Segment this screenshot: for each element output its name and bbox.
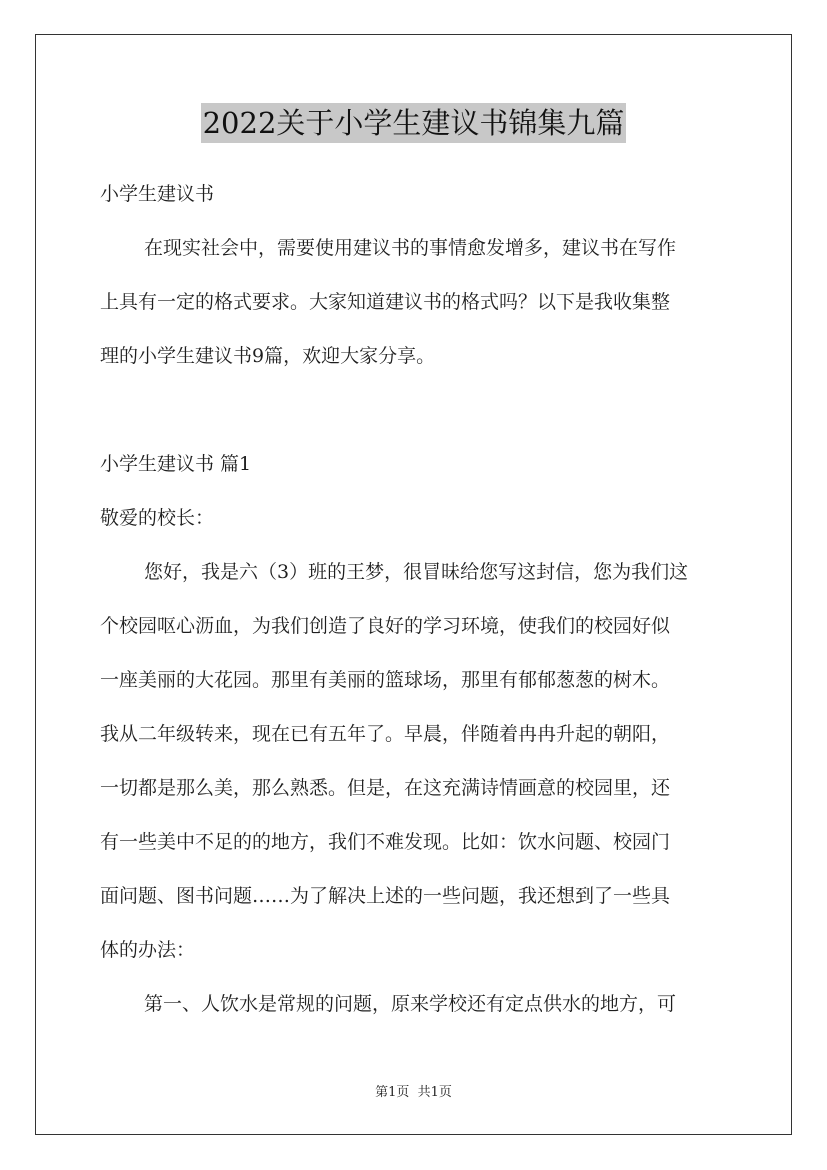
body-line-1: 您好，我是六（3）班的王梦，很冒昧给您写这封信，您为我们这 [144, 561, 689, 583]
body-line-3: 一座美丽的大花园。那里有美丽的篮球场，那里有郁郁葱葱的树木。 [100, 669, 671, 691]
body-line-6: 有一些美中不足的的地方，我们不难发现。比如：饮水问题、校园门 [100, 831, 671, 853]
document-title: 2022关于小学生建议书锦集九篇 [201, 103, 627, 143]
body-line-2: 个校园呕心沥血，为我们创造了良好的学习环境，使我们的校园好似 [100, 615, 671, 637]
section-heading: 小学生建议书 [100, 183, 215, 205]
title-container [0, 103, 827, 143]
intro-line-1: 在现实社会中，需要使用建议书的事情愈发增多，建议书在写作 [144, 237, 677, 259]
body-line-8: 体的办法： [100, 939, 196, 961]
page-footer: 第1页 共1页 [375, 1085, 452, 1100]
body-line-9: 第一、人饮水是常规的问题，原来学校还有定点供水的地方，可 [144, 993, 677, 1015]
body-line-5: 一切都是那么美，那么熟悉。但是，在这充满诗情画意的校园里，还 [100, 777, 671, 799]
article-heading: 小学生建议书 篇1 [100, 453, 252, 475]
body-line-4: 我从二年级转来，现在已有五年了。早晨，伴随着冉冉升起的朝阳， [100, 723, 671, 745]
intro-line-3: 理的小学生建议书9篇，欢迎大家分享。 [100, 345, 436, 367]
salutation: 敬爱的校长： [100, 507, 215, 529]
body-line-7: 面问题、图书问题……为了解决上述的一些问题，我还想到了一些具 [100, 885, 671, 907]
intro-line-2: 上具有一定的格式要求。大家知道建议书的格式吗？以下是我收集整 [100, 291, 671, 313]
